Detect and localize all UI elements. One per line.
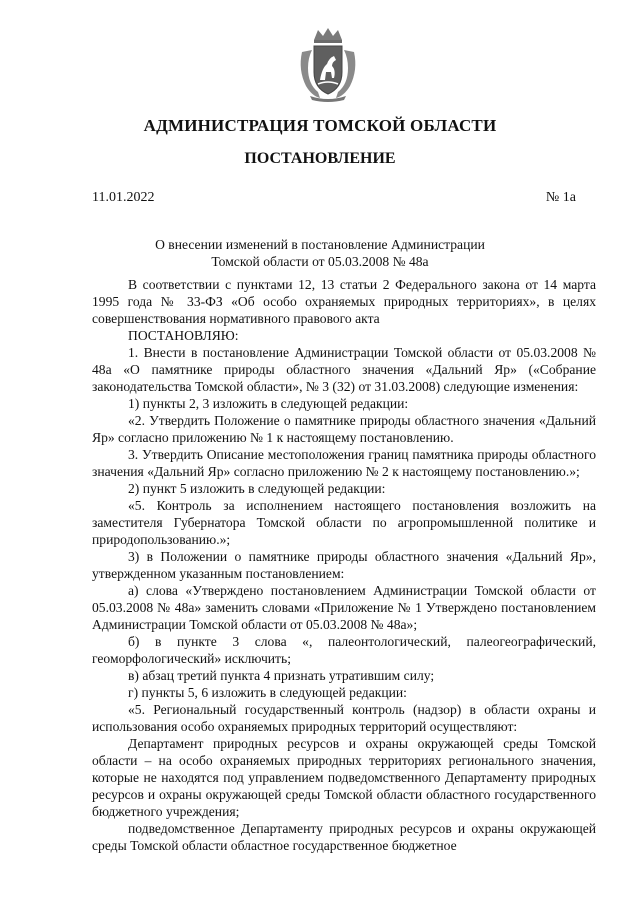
paragraph: В соответствии с пунктами 12, 13 статьи 2 Федерального закона от 14 марта 1995 года № 33-ФЗ «Об особо охраняемых природных территориях», в целях совершенствования нормативного правового акта	[92, 277, 596, 326]
paragraph: 1) пункты 2, 3 изложить в следующей редакции:	[128, 396, 409, 411]
document-body	[92, 276, 596, 854]
paragraph: г) пункты 5, 6 изложить в следующей редакции:	[128, 685, 407, 700]
document-date: 11.01.2022	[92, 190, 155, 205]
document-subject	[0, 236, 640, 270]
paragraph: «5. Региональный государственный контроль (надзор) в области охраны и использования особо охраняемых природных территорий осуществляют:	[92, 702, 596, 734]
coat-of-arms-icon	[296, 26, 360, 104]
resolve-heading: ПОСТАНОВЛЯЮ:	[128, 328, 239, 343]
subject-line: Томской области от 05.03.2008 № 48а	[211, 254, 429, 269]
paragraph: «2. Утвердить Положение о памятнике природы областного значения «Дальний Яр» согласно приложению № 1 к настоящему постановлению.	[92, 413, 596, 445]
paragraph: в) абзац третий пункта 4 признать утратившим силу;	[128, 668, 435, 683]
paragraph: 3. Утвердить Описание местоположения границ памятника природы областного значения «Дальний Яр» согласно приложению № 2 к настоящему постановлению.»;	[92, 447, 596, 479]
document-number: № 1а	[545, 190, 576, 205]
paragraph: а) слова «Утверждено постановлением Администрации Томской области от 05.03.2008 № 48а» заменить словами «Приложение № 1 Утверждено постановлением Администрации Томской области от 05.03.2008 № 48а»;	[92, 583, 596, 632]
subject-line: О внесении изменений в постановление Администрации	[155, 237, 485, 252]
paragraph: подведомственное Департаменту природных ресурсов и охраны окружающей среды Томской области областное государственное бюджетное	[92, 821, 596, 853]
organization-title: АДМИНИСТРАЦИЯ ТОМСКОЙ ОБЛАСТИ	[143, 116, 497, 135]
document-type: ПОСТАНОВЛЕНИЕ	[244, 150, 396, 167]
paragraph: 1. Внести в постановление Администрации Томской области от 05.03.2008 № 48а «О памятнике природы областного значения «Дальний Яр» («Собрание законодательства Томской области», № 3 (32) от 31.03.2008) следующие изменения:	[92, 345, 596, 394]
paragraph: Департамент природных ресурсов и охраны окружающей среды Томской области – на особо охраняемых природных территориях регионального значения, которые не находятся под управлением подведомственного Департаменту природных ресурсов и охраны окружающей среды Томской области областного государственного бюджетного учреждения;	[92, 736, 596, 819]
paragraph: б) в пункте 3 слова «, палеонтологический, палеогеографический, геоморфологический» исключить;	[92, 634, 596, 666]
paragraph: 2) пункт 5 изложить в следующей редакции:	[128, 481, 386, 496]
paragraph: 3) в Положении о памятнике природы областного значения «Дальний Яр», утвержденном указанным постановлением:	[92, 549, 596, 581]
paragraph: «5. Контроль за исполнением настоящего постановления возложить на заместителя Губернатора Томской области по агропромышленной политике и природопользованию.»;	[92, 498, 596, 547]
